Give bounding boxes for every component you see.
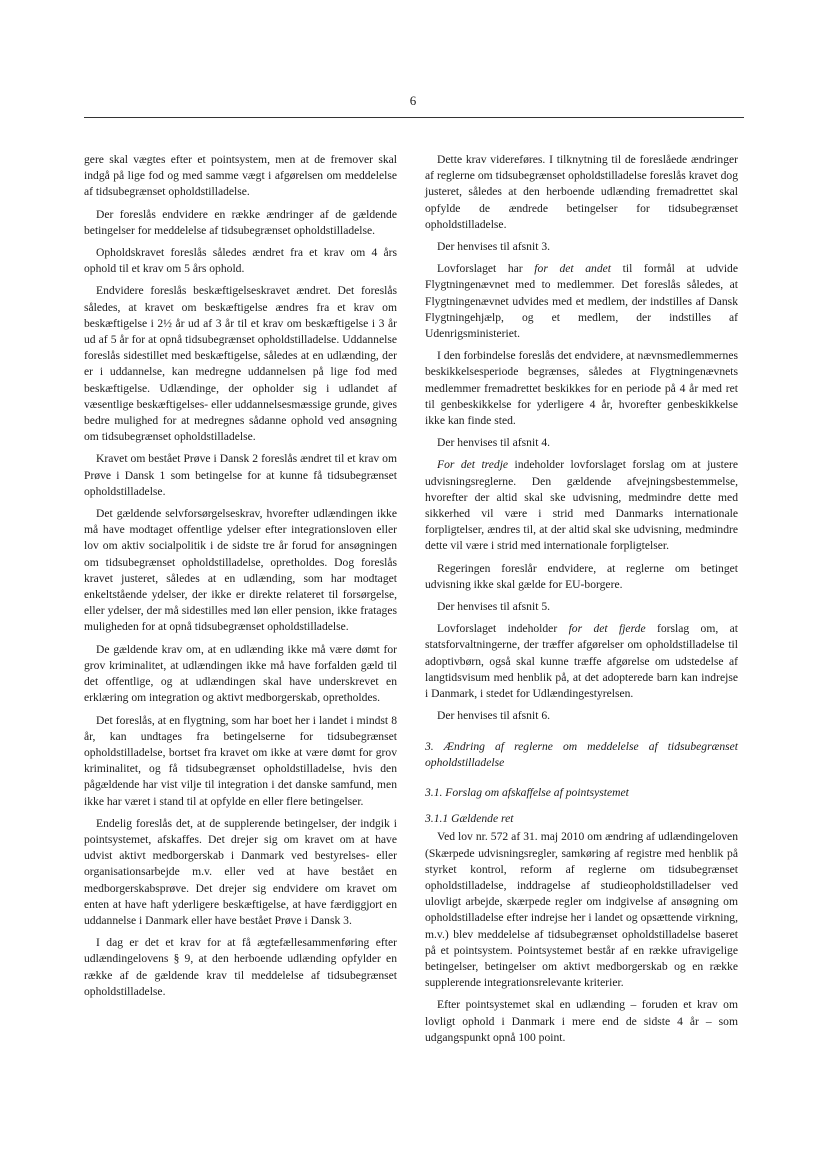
paragraph: Efter pointsystemet skal en udlænding – foruden et krav om lovligt ophold i Danmark i mere end de sidste 4 år – som udgangspunkt opnå 100 point. xyxy=(425,998,738,1044)
page-number: 6 xyxy=(409,93,417,108)
right-column xyxy=(425,152,738,1052)
paragraph xyxy=(425,261,738,342)
text-run: Lovforslaget har xyxy=(437,262,535,276)
text-run: forslag om, at statsforvaltningerne, der træffer afgørelser om opholdstilladelse til adoptivbørn, også skal kunne træffe afgørelse om udstedelse af langtidsvisum med henblik på, at det adopterede barn kan indrejse i Danmark, i stedet for Udlændingestyrelsen. xyxy=(425,622,738,701)
paragraph: Opholdskravet foreslås således ændret fra et krav om 4 års ophold til et krav om 5 års ophold. xyxy=(84,246,397,276)
emphasis: For det tredje xyxy=(437,458,509,472)
reference-note: Der henvises til afsnit 4. xyxy=(437,436,551,450)
paragraph: Det gældende selvforsørgelseskrav, hvorefter udlændingen ikke må have modtaget offentlige ydelser efter integrationsloven eller lov om aktiv socialpolitik i de sidste tre år forud for ansøgningen om tidsubegrænset opholdstilladelse, opretholdes. Dog foreslås kravet justeret, således at en udlænding, som har modtaget enkeltstående ydelser, der ikke er direkte relateret til forsørgelse, eller ydelser, der må sidestilles med løn eller pension, ikke fratages muligheden for at opnå tidsubegrænset opholdstilladelse. xyxy=(84,507,397,634)
paragraph: Dette krav videreføres. I tilknytning til de foreslåede ændringer af reglerne om tidsubegrænset opholdstilladelse foreslås kravet dog justeret, således at den herboende udlænding fremadrettet skal opfylde de ændrede betingelser for tidsubegrænset opholdstilladelse. xyxy=(425,153,738,231)
paragraph: I dag er det et krav for at få ægtefællesammenføring efter udlændingelovens § 9, at den herboende udlænding opfylder en række af de gældende krav til meddelelse af tidsubegrænset opholdstilladelse. xyxy=(84,936,397,998)
subsubsection-heading: 3.1.1 Gældende ret xyxy=(425,812,514,826)
paragraph: Det foreslås, at en flygtning, som har boet her i landet i mindst 8 år, kan undtages fra betingelserne for tidsubegrænset opholdstilladelse, bortset fra kravet om ikke at være dømt for grov kriminalitet, og få tidsubegrænset opholdstilladelse, hvis den pågældende har vist vilje til integration i det danske samfund, men ikke har været i stand til at opfylde en eller flere betingelser. xyxy=(84,713,397,808)
section-heading: 3. Ændring af reglerne om meddelelse af tidsubegrænset opholdstilladelse xyxy=(425,739,738,769)
header-rule xyxy=(84,117,744,118)
text-run: til formål at udvide Flygtningenævnet med to medlemmer. Det foreslås således, at Flygtningenævnet udvides med et medlem, der indstilles af Dansk Flygtningehjælp, og et medlem, der indstilles af Udenrigsministeriet. xyxy=(425,262,738,341)
paragraph: Ved lov nr. 572 af 31. maj 2010 om ændring af udlændingeloven (Skærpede udvisningsregler, samkøring af registre med henblik på styrket kontrol, reform af reglerne om tidsubegrænset opholdstilladelse, inddragelse af studieopholdstilladelser ved ulovligt arbejde, skærpede regler om indgivelse af ansøgning om opholdstilladelse efter indrejse her i landet og opsættende virkning, m.v.) blev meddelelse af tidsubegrænset opholdstilladelse baseret på et pointsystem. Pointsystemet består af en række ufravigelige betingelser, betingelser om aktivt medborgerskab og en række supplerende integrationsrelevante kriterier. xyxy=(425,830,738,990)
paragraph: gere skal vægtes efter et pointsystem, men at de fremover skal indgå på lige fod og med samme vægt i afgørelsen om meddelelse af tidsubegrænset opholdstilladelse. xyxy=(84,153,397,199)
paragraph: Endelig foreslås det, at de supplerende betingelser, der indgik i pointsystemet, afskaffes. Det drejer sig om kravet om at have udvist aktivt medborgerskab i Danmark ved bestyrelses- eller organisationsarbejde m.v. eller ved at have bestået en medborgerskabsprøve. Det drejer sig endvidere om kravet om enten at have haft yderligere beskæftigelse, at have færdiggjort en uddannelse i Danmark eller have bestået Prøve i Dansk 3. xyxy=(84,816,397,927)
text-run: Lovforslaget indeholder xyxy=(437,622,569,636)
paragraph xyxy=(425,457,738,554)
reference-note: Der henvises til afsnit 5. xyxy=(437,600,551,614)
subsection-heading: 3.1. Forslag om afskaffelse af pointsystemet xyxy=(425,785,629,799)
paragraph: Kravet om bestået Prøve i Dansk 2 foreslås ændret til et krav om Prøve i Dansk 1 som betingelse for at kunne få tidsubegrænset opholdstilladelse. xyxy=(84,452,397,498)
emphasis: for det andet xyxy=(534,262,611,276)
emphasis: for det fjerde xyxy=(568,622,646,636)
reference-note: Der henvises til afsnit 3. xyxy=(437,240,551,254)
reference-note: Der henvises til afsnit 6. xyxy=(437,709,551,723)
paragraph: Regeringen foreslår endvidere, at reglerne om betinget udvisning ikke skal gælde for EU-borgere. xyxy=(425,561,738,591)
left-column xyxy=(84,152,397,1006)
paragraph: De gældende krav om, at en udlænding ikke må være dømt for grov kriminalitet, at udlændingen ikke må have forfalden gæld til det offentlige, og at udlændingen skal have underskrevet en erklæring om integration og aktivt medborgerskab, opretholdes. xyxy=(84,642,397,705)
text-run: indeholder lovforslaget forslag om at justere udvisningsreglerne. Den gældende afvejningsbestemmelse, hvorefter der altid skal ske udvisning, medmindre dette med sikkerhed vil være i strid med Danmarks internationale forpligtelser, ændres til, at der altid skal ske udvisning, medmindre dette vil være i strid med internationale forpligtelser. xyxy=(425,458,738,553)
paragraph: I den forbindelse foreslås det endvidere, at nævnsmedlemmernes beskikkelsesperiode begrænses, således at Flygtningenævnets medlemmer fremadrettet beskikkes for en periode på 4 år med ret til genbeskikkelse for yderligere 4 år, hvorefter genbeskikkelse ikke kan finde sted. xyxy=(425,349,738,428)
paragraph: Der foreslås endvidere en række ændringer af de gældende betingelser for meddelelse af tidsubegrænset opholdstilladelse. xyxy=(84,207,397,237)
paragraph: Endvidere foreslås beskæftigelseskravet ændret. Det foreslås således, at kravet om beskæftigelse ændres fra et krav om beskæftigelse i 2½ år ud af 3 år til et krav om beskæftigelse i 3 år ud af 5 år for at opnå tidsubegrænset opholdstilladelse. Uddannelse foreslås sidestillet med beskæftigelse, således at en udlænding, der er i uddannelse, kan medregne uddannelsen på lige fod med beskæftigelse. Udlændinge, der opholder sig i udlandet af væsentlige beskæftigelses- eller uddannelsesmæssige grunde, gives bedre mulighed for at medregnes sådanne ophold ved ansøgning om tidsubegrænset opholdstilladelse. xyxy=(84,284,397,444)
paragraph xyxy=(425,621,738,702)
